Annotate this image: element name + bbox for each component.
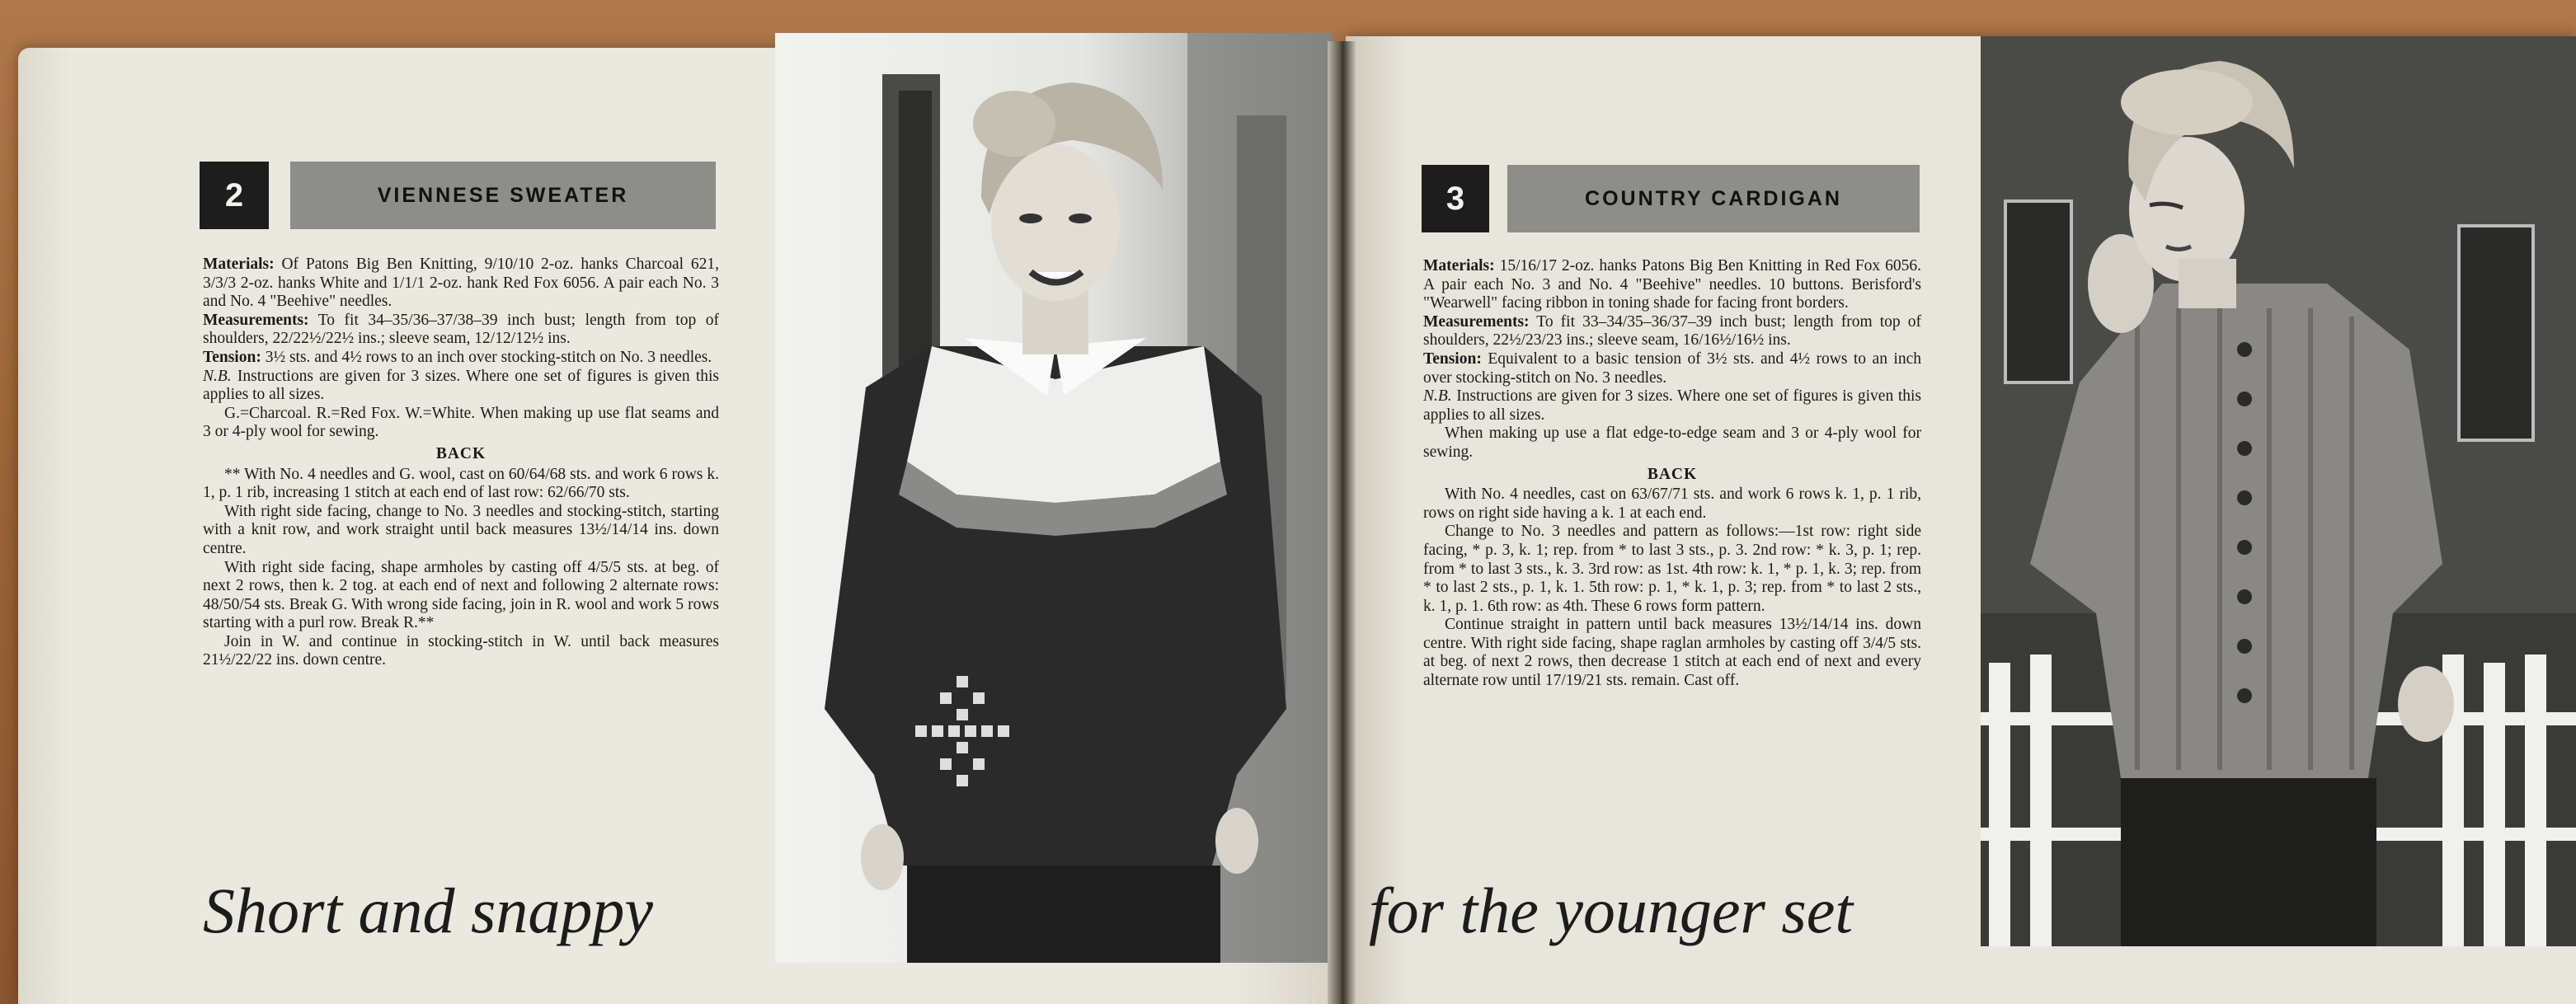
back-heading: BACK	[1647, 465, 1698, 483]
materials-text: Of Patons Big Ben Knitting, 9/10/10 2-oz. hanks Charcoal 621, 3/3/3 2-oz. hanks White and 1/1/1 2-oz. hank Red Fox 6056. A pair each No. 3 and No. 4 "Beehive" needles.	[203, 256, 719, 311]
pattern-number-badge	[200, 162, 269, 229]
measurements-text: To fit 34–35/36–37/38–39 inch bust; length from top of shoulders, 22/22½/22½ ins.; sleeve seam, 12/12/12½ ins.	[203, 311, 719, 348]
tension-label: Tension:	[1423, 350, 1482, 368]
nb-label: N.B.	[203, 367, 232, 385]
pattern-title-bar	[1507, 165, 1920, 232]
back-paragraph: Join in W. and continue in stocking-stitch in W. until back measures 21½/22/22 ins. down centre.	[203, 632, 719, 669]
headline-right: for the younger set	[1369, 875, 1854, 946]
nb-text: Instructions are given for 3 sizes. Where one set of figures is given this applies to all sizes.	[1423, 387, 1921, 424]
book-gutter	[1328, 41, 1356, 1004]
back-heading: BACK	[435, 444, 487, 462]
materials-label: Materials:	[203, 256, 275, 273]
pattern-instructions	[1423, 257, 1921, 691]
making-up-note: When making up use a flat edge-to-edge seam and 3 or 4-ply wool for sewing.	[1423, 425, 1921, 461]
pattern-number-badge	[1422, 165, 1489, 232]
nb-label: N.B.	[1423, 387, 1452, 406]
back-paragraph: ** With No. 4 needles and G. wool, cast on 60/64/68 sts. and work 6 rows k. 1, p. 1 rib, increasing 1 stitch at each end of last row: 62/66/70 sts.	[203, 465, 719, 502]
back-paragraph: Continue straight in pattern until back measures 13½/14/14 ins. down centre. With right side facing, shape raglan armholes by casting off 3/4/5 sts. at beg. of next 2 rows, then decrease 1 stitch at each end of next and every alternate row until 17/19/21 sts. remain. Cast off.	[1423, 616, 1921, 690]
nb-text: Instructions are given for 3 sizes. Where one set of figures is given this applies to all sizes.	[203, 367, 719, 404]
photo-country-cardigan	[1981, 36, 2576, 946]
materials-label: Materials:	[1423, 257, 1495, 274]
tension-text: 3½ sts. and 4½ rows to an inch over stocking-stitch on No. 3 needles.	[265, 348, 712, 366]
pattern-title: COUNTRY CARDIGAN	[1585, 186, 1842, 210]
measurements-label: Measurements:	[203, 311, 309, 329]
materials-text: 15/16/17 2-oz. hanks Patons Big Ben Knitting in Red Fox 6056. A pair each No. 3 and No. 4 "Beehive" needles. 10 buttons. Berisford's "Wearwell" facing ribbon in toning shade for facing front borders.	[1423, 257, 1922, 312]
back-paragraph: With right side facing, shape armholes by casting off 4/5/5 sts. at beg. of next 2 rows, then k. 2 tog. at each end of next and following 2 alternate rows: 48/50/54 sts. Break G. With wrong side facing, join in R. wool and work 5 rows starting with a purl row. Break R.**	[203, 558, 719, 632]
measurements-label: Measurements:	[1423, 312, 1530, 331]
pattern-title-bar	[290, 162, 716, 229]
back-paragraph: With No. 4 needles, cast on 63/67/71 sts. and work 6 rows k. 1, p. 1 rib, rows on right side having a k. 1 at each end.	[1423, 486, 1921, 522]
measurements-text: To fit 33–34/35–36/37–39 inch bust; length from top of shoulders, 22½/23/23 ins.; sleeve seam, 16/16½/16½ ins.	[1423, 312, 1921, 350]
back-paragraph: Change to No. 3 needles and pattern as follows:—1st row: right side facing, * p. 3, k. 1; rep. from * to last 3 sts., p. 3. 2nd row: * k. 3, p. 1; rep. from * to last 3 sts., k. 3. 3rd row: as 1st. 4th row: k. 1, * p. 1, k. 3; rep. from * to last 2 sts., p. 1, k. 1. 5th row: p. 1, * k. 1, p. 3; rep. from * to last 2 sts., k. 1, p. 1. 6th row: as 4th. These 6 rows form pattern.	[1423, 523, 1921, 615]
tension-text: Equivalent to a basic tension of 3½ sts. and 4½ rows to an inch over stocking-stitch on No. 3 needles.	[1423, 350, 1922, 387]
pattern-title: VIENNESE SWEATER	[377, 183, 629, 207]
colour-key: G.=Charcoal. R.=Red Fox. W.=White. When making up use flat seams and 3 or 4-ply wool for sewing.	[203, 404, 719, 441]
pattern-number: 2	[224, 176, 244, 213]
back-paragraph: With right side facing, change to No. 3 needles and stocking-stitch, starting with a knit row, and work straight until back measures 13½/14/14 ins. down centre.	[203, 502, 719, 557]
pattern-instructions	[203, 256, 719, 670]
photo-viennese-sweater	[775, 33, 1333, 963]
headline-left: Short and snappy	[203, 875, 653, 946]
tension-label: Tension:	[203, 348, 261, 366]
pattern-number: 3	[1445, 180, 1465, 217]
